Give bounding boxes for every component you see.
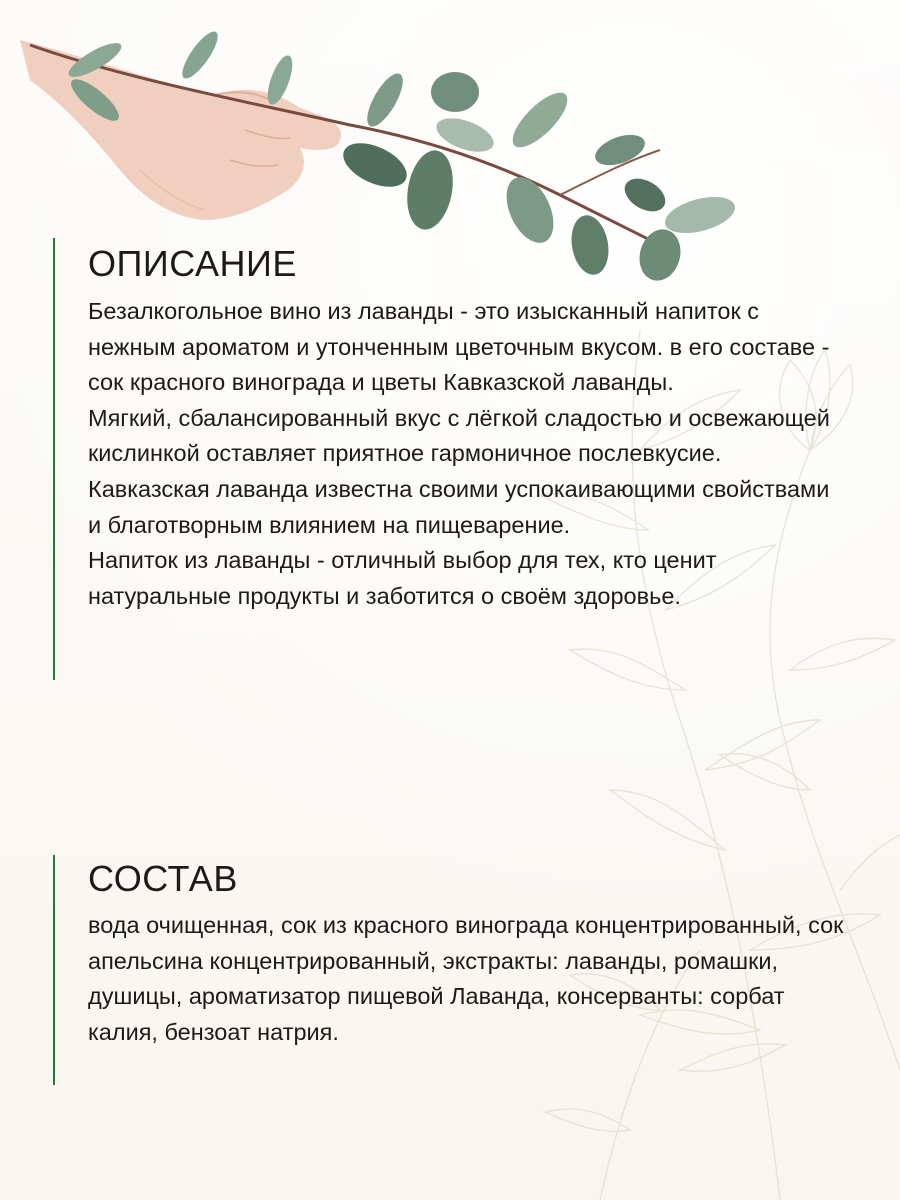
- description-paragraph: Безалкогольное вино из лаванды - это изысканный напиток с нежным ароматом и утонченным цветочным вкусом. в его составе - сок красного винограда и цветы Кавказской лаванды.: [88, 298, 830, 396]
- composition-heading: СОСТАВ: [88, 858, 238, 899]
- description-body: [88, 294, 848, 614]
- description-paragraph: Напиток из лаванды - отличный выбор для тех, кто ценит натуральные продукты и заботится о своём здоровье.: [88, 547, 717, 609]
- description-paragraph: Кавказская лаванда известна своими успокаивающими свойствами и благотворным влиянием на пищеварение.: [88, 475, 830, 538]
- description-heading: ОПИСАНИЕ: [88, 243, 297, 284]
- composition-accent-line: [53, 855, 55, 1085]
- description-accent-line: [53, 238, 55, 680]
- composition-body: [88, 908, 848, 1050]
- description-paragraph: Мягкий, сбалансированный вкус с лёгкой сладостью и освежающей кислинкой оставляет приятное гармоничное послевкусие.: [88, 404, 830, 467]
- composition-text: вода очищенная, сок из красного винограда концентрированный, сок апельсина концентрированный, экстракты: лаванды, ромашки, душицы, ароматизатор пищевой Лаванда, консерванты: сорбат калия, бензоат натрия.: [88, 912, 844, 1045]
